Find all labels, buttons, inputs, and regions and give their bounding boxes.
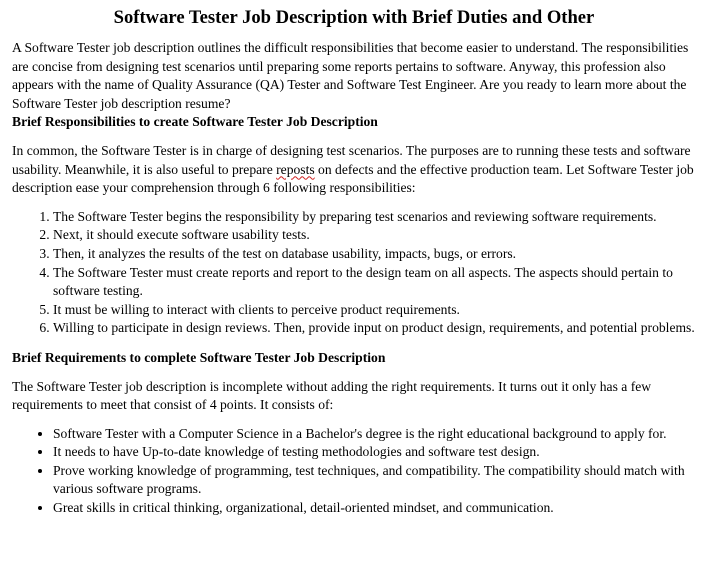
- misspelled-word: reposts: [276, 161, 315, 177]
- list-item: • Great skills in critical thinking, organizational, detail-oriented mindset, and communication.: [53, 499, 696, 518]
- requirements-heading: Brief Requirements to complete Software Tester Job Description: [12, 349, 386, 365]
- list-item: 6. Willing to participate in design reviews. Then, provide input on product design, requirements, and potential problems.: [53, 319, 696, 338]
- responsibilities-heading: Brief Responsibilities to create Software Tester Job Description: [12, 114, 378, 130]
- responsibilities-intro-paragraph: [12, 142, 696, 198]
- responsibilities-intro-text-1: In common, the Software Tester is in charge of designing test scenarios. The purposes are to running these tests and software usability. Meanwhile, it is also useful to prepare: [12, 142, 691, 177]
- list-item: 5. It must be willing to interact with clients to perceive product requirements.: [53, 301, 696, 320]
- requirements-list: [12, 425, 696, 518]
- list-item: 4. The Software Tester must create reports and report to the design team on all aspects. The aspects should pertain to software testing.: [53, 264, 696, 301]
- list-item: • Software Tester with a Computer Science in a Bachelor's degree is the right educational background to apply for.: [53, 425, 696, 444]
- responsibilities-list: [12, 208, 696, 338]
- list-item: 3. Then, it analyzes the results of the test on database usability, impacts, bugs, or errors.: [53, 245, 696, 264]
- list-item: 1. The Software Tester begins the responsibility by preparing test scenarios and reviewing software requirements.: [53, 208, 696, 227]
- list-item: • Prove working knowledge of programming, test techniques, and compatibility. The compatibility should match with various software programs.: [53, 462, 696, 499]
- list-item: • It needs to have Up-to-date knowledge of testing methodologies and software test design.: [53, 443, 696, 462]
- list-item: 2. Next, it should execute software usability tests.: [53, 226, 696, 245]
- responsibilities-intro-text-2: on defects and the effective production team. Let Software Tester job description ease your comprehension through 6 following responsibilities:: [12, 161, 694, 196]
- document-title: Software Tester Job Description with Brief Duties and Other: [113, 7, 595, 28]
- intro-paragraph: A Software Tester job description outlines the difficult responsibilities that become easier to understand. The responsibilities are concise from designing test scenarios until preparing some reports pertains to software. Anyway, this profession also appears with the name of Quality Assurance (QA) Tester and Software Test Engineer. Are you ready to learn more about the Software Tester job description resume?: [12, 40, 689, 111]
- requirements-intro-paragraph: The Software Tester job description is incomplete without adding the right requirements. It turns out it only has a few requirements to meet that consist of 4 points. It consists of:: [12, 378, 652, 413]
